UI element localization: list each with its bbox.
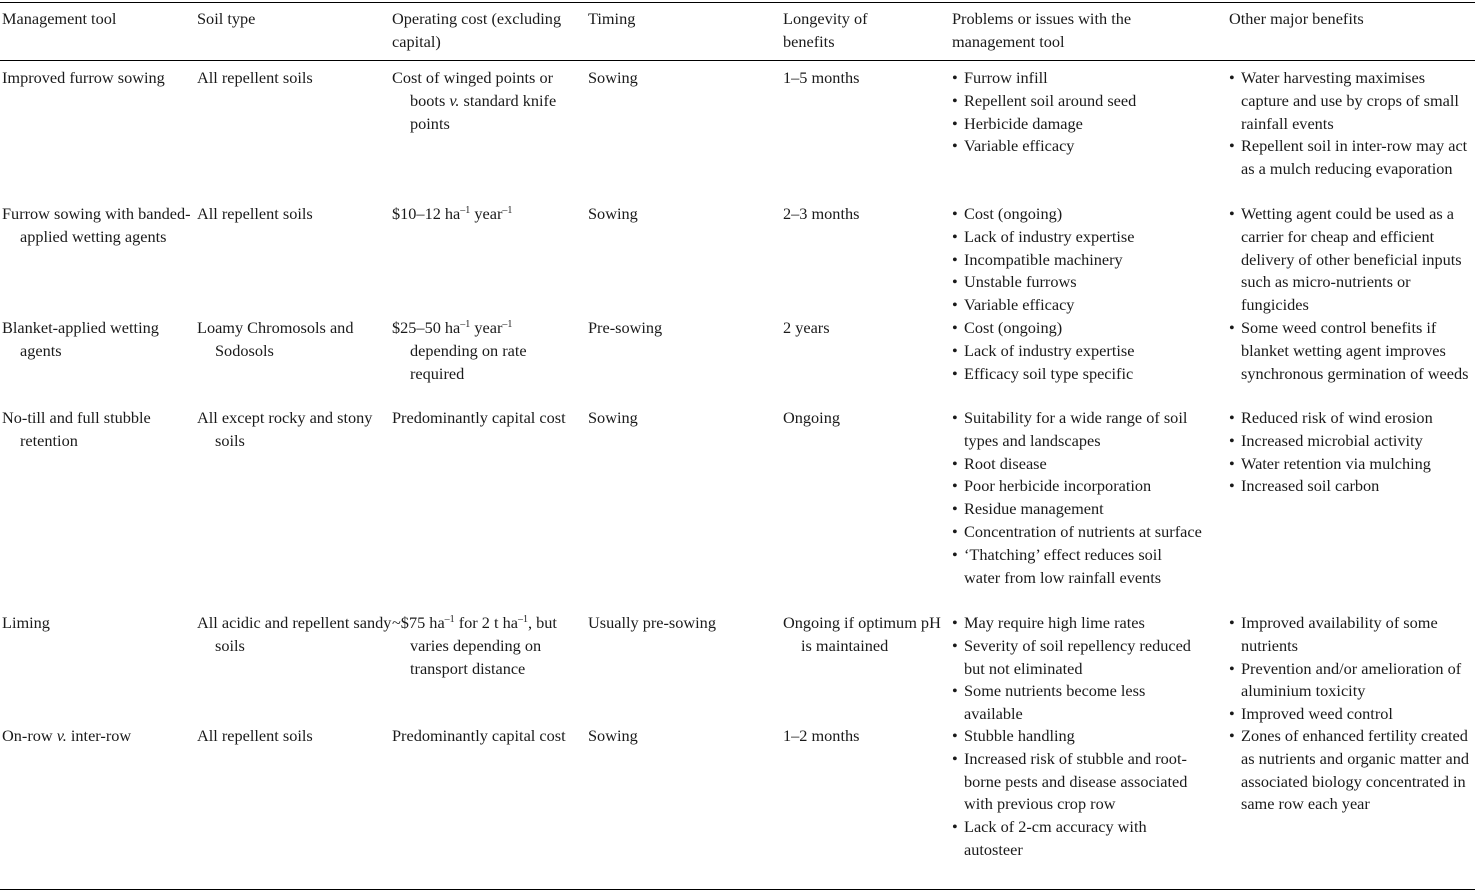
- list-item: • Increased risk of stubble and root-borne pests and disease associated with previous crop row: [952, 748, 1202, 816]
- cell-timing: Sowing: [588, 204, 638, 223]
- cell-soil: All repellent soils: [197, 68, 313, 87]
- list-item: • Improved availability of some nutrients: [1229, 612, 1473, 658]
- list-item: • Lack of 2-cm accuracy with autosteer: [952, 816, 1202, 862]
- list-item: • Water retention via mulching: [1229, 453, 1473, 476]
- header-management-tool: Management tool: [2, 9, 117, 28]
- list-item: • Improved weed control: [1229, 703, 1473, 726]
- cell-longevity: 1–2 months: [783, 726, 860, 745]
- cell-problems: [952, 725, 1202, 862]
- list-item: • Efficacy soil type specific: [952, 363, 1202, 386]
- cell-cost: Predominantly capital cost: [392, 726, 566, 745]
- list-item: • Some nutrients become less available: [952, 680, 1202, 726]
- header-operating-cost: Operating cost (excluding capital): [392, 9, 562, 51]
- cell-soil: All repellent soils: [197, 726, 313, 745]
- cell-benefits: [1229, 612, 1473, 726]
- cell-cost: Cost of winged points or boots v. standard knife points: [392, 68, 557, 133]
- cell-tool: Liming: [2, 613, 50, 632]
- list-item: • May require high lime rates: [952, 612, 1202, 635]
- list-item: • Severity of soil repellency reduced but not eliminated: [952, 635, 1202, 681]
- table-header-rule: [0, 60, 1475, 61]
- cell-problems: [952, 407, 1202, 589]
- list-item: • Water harvesting maximises capture and use by crops of small rainfall events: [1229, 67, 1473, 135]
- cell-longevity: 2 years: [783, 318, 830, 337]
- list-item: • Zones of enhanced fertility created as nutrients and organic matter and associated biology concentrated in same row each year: [1229, 725, 1473, 816]
- cell-tool: On-row v. inter-row: [2, 726, 132, 745]
- list-item: • Some weed control benefits if blanket wetting agent improves synchronous germination of weeds: [1229, 317, 1473, 385]
- list-item: • Reduced risk of wind erosion: [1229, 407, 1473, 430]
- cell-soil: Loamy Chromosols and Sodosols: [197, 318, 354, 360]
- list-item: • Variable efficacy: [952, 135, 1202, 158]
- list-item: • Poor herbicide incorporation: [952, 475, 1202, 498]
- cell-longevity: 1–5 months: [783, 68, 860, 87]
- cell-benefits: [1229, 725, 1473, 816]
- cell-tool: Furrow sowing with banded-applied wetting agents: [2, 204, 191, 246]
- list-item: • Increased soil carbon: [1229, 475, 1473, 498]
- cell-timing: Pre-sowing: [588, 318, 663, 337]
- list-item: • Stubble handling: [952, 725, 1202, 748]
- cell-soil: All except rocky and stony soils: [197, 408, 373, 450]
- cell-tool: No-till and full stubble retention: [2, 408, 151, 450]
- cell-timing: Usually pre-sowing: [588, 613, 716, 632]
- list-item: • Lack of industry expertise: [952, 226, 1202, 249]
- cell-soil: All acidic and repellent sandy soils: [197, 613, 392, 655]
- table-bottom-rule: [0, 889, 1475, 890]
- header-other-benefits: Other major benefits: [1229, 9, 1364, 28]
- cell-longevity: Ongoing if optimum pH is maintained: [783, 613, 941, 655]
- list-item: • Furrow infill: [952, 67, 1202, 90]
- cell-benefits: [1229, 407, 1473, 498]
- cell-problems: [952, 317, 1202, 385]
- list-item: • Variable efficacy: [952, 294, 1202, 317]
- list-item: • ‘Thatching’ effect reduces soil water from low rainfall events: [952, 544, 1202, 590]
- table-top-rule: [0, 2, 1475, 3]
- cell-longevity: Ongoing: [783, 408, 840, 427]
- cell-benefits: [1229, 317, 1473, 385]
- header-longevity: Longevity of benefits: [783, 9, 868, 51]
- cell-cost: ~$75 $ha^{-1}$ for 2 t $ha^{-1}$, but varies depending on transport distance: [392, 613, 557, 678]
- cell-longevity: 2–3 months: [783, 204, 860, 223]
- list-item: • Root disease: [952, 453, 1202, 476]
- list-item: • Cost (ongoing): [952, 317, 1202, 340]
- cell-tool: Improved furrow sowing: [2, 68, 165, 87]
- cell-timing: Sowing: [588, 726, 638, 745]
- list-item: • Cost (ongoing): [952, 203, 1202, 226]
- list-item: • Prevention and/or amelioration of aluminium toxicity: [1229, 658, 1473, 704]
- cell-problems: [952, 612, 1202, 726]
- header-problems: Problems or issues with the management tool: [952, 9, 1132, 51]
- cell-cost: Predominantly capital cost: [392, 408, 566, 427]
- cell-timing: Sowing: [588, 68, 638, 87]
- list-item: • Herbicide damage: [952, 113, 1202, 136]
- list-item: • Unstable furrows: [952, 271, 1202, 294]
- cell-problems: [952, 67, 1202, 158]
- list-item: • Repellent soil in inter-row may act as a mulch reducing evaporation: [1229, 135, 1473, 181]
- list-item: • Incompatible machinery: [952, 249, 1202, 272]
- list-item: • Suitability for a wide range of soil types and landscapes: [952, 407, 1202, 453]
- cell-cost: $10–12 $ha^{-1}$ year$^{-1}$: [392, 204, 513, 223]
- list-item: • Residue management: [952, 498, 1202, 521]
- list-item: • Repellent soil around seed: [952, 90, 1202, 113]
- cell-cost: $25–50 $ha^{-1}$ year$^{-1}$ depending on rate required: [392, 318, 527, 383]
- header-timing: Timing: [588, 9, 636, 28]
- header-soil-type: Soil type: [197, 9, 256, 28]
- list-item: • Concentration of nutrients at surface: [952, 521, 1202, 544]
- cell-benefits: [1229, 67, 1473, 181]
- cell-tool: Blanket-applied wetting agents: [2, 318, 159, 360]
- list-item: • Wetting agent could be used as a carrier for cheap and efficient delivery of other beneficial inputs such as micro-nutrients or fungicides: [1229, 203, 1475, 317]
- cell-timing: Sowing: [588, 408, 638, 427]
- list-item: • Increased microbial activity: [1229, 430, 1473, 453]
- cell-benefits: [1229, 203, 1475, 317]
- cell-soil: All repellent soils: [197, 204, 313, 223]
- list-item: • Lack of industry expertise: [952, 340, 1202, 363]
- cell-problems: [952, 203, 1202, 317]
